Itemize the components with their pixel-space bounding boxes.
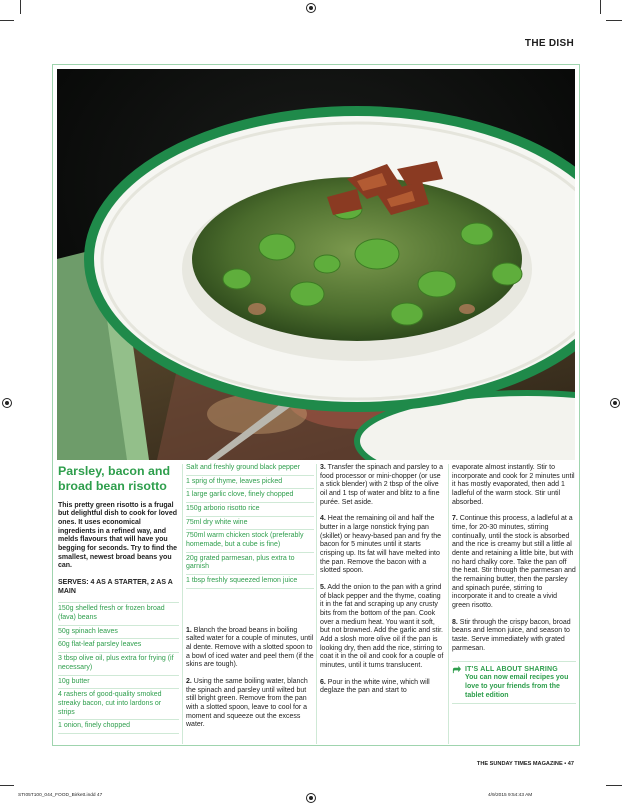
ingredient-list-1: [58, 602, 179, 733]
crop-mark: [606, 20, 622, 21]
sharing-box: [452, 661, 576, 704]
column-rule: [316, 464, 317, 744]
method-step-7: 7. Continue this process, a ladleful at a time, for 20-30 minutes, stirring continually, until the stock is absorbed and the rice is creamy but still a little al dente and retaining a little bite, but with no hard chalky core. Take the pan off the heat. Stir through the parmesan and the remaining butter, then the parsley and spinach purée, stirring to incorporate it and to create a vivid green risotto.: [452, 515, 576, 610]
column-steps-a: [320, 464, 444, 704]
sharing-text: You can now email recipes you love to your friends from the tablet edition: [465, 674, 569, 699]
ingredient-item: 1 tbsp freshly squeezed lemon juice: [186, 574, 314, 589]
ingredient-item: Salt and freshly ground black pepper: [186, 464, 301, 471]
ingredient-item: 150g shelled fresh or frozen broad (fava) beans: [58, 602, 179, 624]
recipe-title: Parsley, bacon and broad bean risotto: [58, 464, 171, 493]
crop-mark: [0, 20, 14, 21]
recipe-serves: SERVES: 4 AS A STARTER, 2 AS A MAIN: [58, 579, 173, 595]
ingredient-item: 10g butter: [58, 675, 179, 689]
crop-mark: [600, 0, 601, 14]
registration-mark-right: [610, 398, 620, 408]
section-label: THE DISH: [524, 38, 574, 49]
ingredient-item: 750ml warm chicken stock (preferably homemade, but a cube is fine): [186, 529, 314, 551]
ingredient-item: 50g spinach leaves: [58, 625, 179, 639]
ingredient-item: 150g arborio risotto rice: [186, 502, 314, 516]
recipe-intro: This pretty green risotto is a frugal but delightful dish to cook for loved ones. It uses economical ingredients in a refined way, and melds flavours that will have you begging for seconds. Try to find the smallest, newest broad beans you can.: [58, 501, 178, 570]
method-step-6-end: evaporate almost instantly. Stir to incorporate and cook for 2 minutes until it has mostly evaporated, then add 1 ladleful of the warm stock. Stir until absorbed.: [452, 464, 575, 506]
ingredient-item: 20g grated parmesan, plus extra to garnish: [186, 552, 314, 574]
ingredient-item: 75ml dry white wine: [186, 516, 314, 530]
ingredient-item: 60g flat-leaf parsley leaves: [58, 638, 179, 652]
method-step-5: 5. Add the onion to the pan with a grind of black pepper and the thyme, coating it in the fat and scraping up any crusty bits from the bottom of the pan. Cook over a medium heat. You want it soft, but not browned. Add the garlic and stir. Add a slosh more olive oil if the pan is looking dry, then add the rice, stirring to coat it in the oil and cook for a couple of minutes, until it turns translucent.: [320, 584, 444, 670]
column-rule: [448, 464, 449, 744]
magazine-footer: THE SUNDAY TIMES MAGAZINE • 47: [476, 761, 574, 767]
crop-mark: [0, 785, 14, 786]
ingredient-item: 1 onion, finely chopped: [58, 719, 179, 734]
column-ingredients-steps: [186, 464, 314, 738]
column-rule: [182, 464, 183, 744]
method-step-8: 8. Stir through the crispy bacon, broad beans and lemon juice, and season to taste. Serve immediately with grated parmesan.: [452, 618, 571, 652]
share-arrow-icon: [452, 665, 461, 674]
ingredient-item: 1 sprig of thyme, leaves picked: [186, 475, 314, 489]
method-step-1: 1. Blanch the broad beans in boiling salted water for a couple of minutes, until al dente. Remove with a slotted spoon to a bowl of iced water and peel them (if the skins are tough).: [186, 626, 314, 669]
ingredient-item: 4 rashers of good-quality smoked streaky bacon, cut into lardons or strips: [58, 688, 179, 719]
crop-mark: [606, 785, 622, 786]
registration-mark-left: [2, 398, 12, 408]
sharing-heading: IT'S ALL ABOUT SHARING: [465, 665, 558, 673]
column-intro: [58, 464, 179, 734]
crop-mark: [20, 0, 21, 14]
method-step-2: 2. Using the same boiling water, blanch the spinach and parsley until wilted but still bright green. Remove from the pan with a slotted spoon, leave to cool for a moment and squeeze out the excess water.: [186, 678, 308, 729]
column-steps-b: [452, 464, 576, 704]
registration-mark-bottom: [306, 793, 316, 803]
registration-mark-top: [306, 3, 316, 13]
file-slug: STI05T100_044_FOOD_Birkett.indd 47: [18, 793, 103, 798]
print-timestamp: 4/9/2015 9:54:43 AM: [488, 793, 533, 798]
method-step-4: 4. Heat the remaining oil and half the butter in a large nonstick frying pan (skillet) or heavy-based pan and fry the bacon for 5 minutes until it starts crisping up. Its fat will have melted into the pan. Remove the bacon with a slotted spoon.: [320, 515, 442, 575]
method-step-3: 3. Transfer the spinach and parsley to a food processor or mini-chopper (or use a stick blender) with 2 tbsp of the olive oil and 1 tsp of water and blitz to a fine purée. Set aside.: [320, 464, 443, 506]
method-step-6-start: 6. Pour in the white wine, which will deglaze the pan and start to: [320, 678, 430, 695]
ingredient-list-2: [186, 464, 314, 589]
ingredient-item: 1 large garlic clove, finely chopped: [186, 488, 314, 502]
risotto-photo-image: [57, 69, 575, 460]
ingredient-item: 3 tbsp olive oil, plus extra for frying (if necessary): [58, 652, 179, 674]
recipe-photo: [57, 69, 575, 460]
